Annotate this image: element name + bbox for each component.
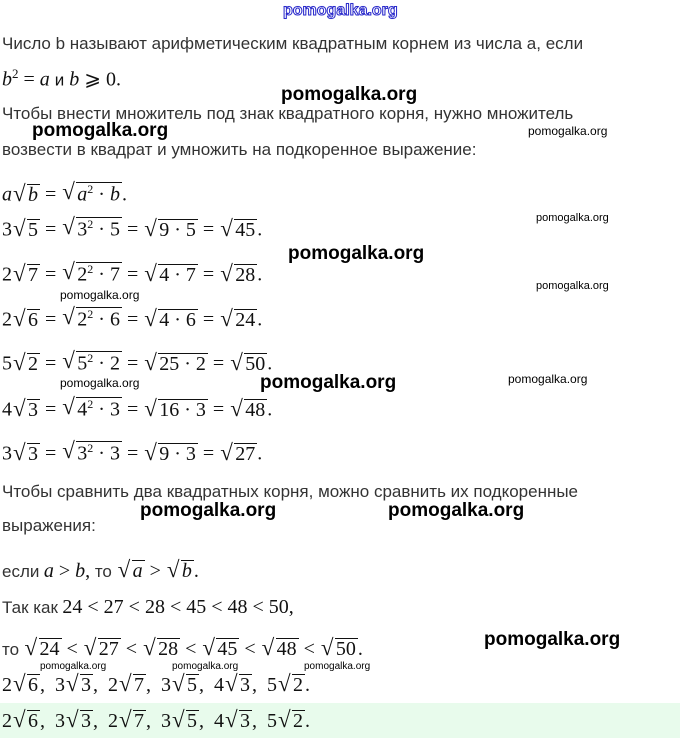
- watermark: pomogalka.org: [536, 280, 609, 292]
- watermark: pomogalka.org: [528, 124, 608, 138]
- example-6: 3√ 3 = √ $3^2 \cdot 3$ = √ 9 · 3 = √ 27 .: [2, 441, 262, 466]
- compare-then-text: то: [2, 640, 20, 659]
- answer-line: 2√ 6 , 3√ 3 , 2√ 7 , 3√ 5 , 4√ 3 , 5√ 2 .: [2, 710, 310, 733]
- watermark: pomogalka.org: [260, 372, 397, 393]
- definition-formula: $b^2 = a$ и b ⩾ 0.: [2, 66, 122, 91]
- watermark: pomogalka.org: [536, 212, 609, 224]
- compare-line-1: Чтобы сравнить два квадратных корня, можно сравнить их подкоренные: [2, 482, 579, 501]
- example-5: 4√ 3 = √ $4^2 \cdot 3$ = √ 16 · 3 = √ 48 .: [2, 397, 272, 422]
- result-line: 2√ 6 , 3√ 3 , 2√ 7 , 3√ 5 , 4√ 3 , 5√ 2 .: [2, 674, 310, 697]
- watermark: pomogalka.org: [60, 376, 140, 390]
- watermark: pomogalka.org: [508, 372, 588, 386]
- rule-line-1: Чтобы внести множитель под знак квадратного корня, нужно множитель: [2, 104, 574, 123]
- watermark: pomogalka.org: [484, 629, 621, 650]
- compare-if: если a > b, то √ a > √ b .: [2, 560, 199, 583]
- compare-then: то √ 24 < √ 27 < √ 28 < √ 45 < √ 48 < √ 50 .: [2, 638, 363, 661]
- watermark: pomogalka.org: [281, 84, 418, 105]
- example-3: 2√ 6 = √ $2^2 \cdot 6$ = √ 4 · 6 = √ 24 .: [2, 307, 262, 332]
- watermark: pomogalka.org: [304, 661, 371, 672]
- compare-if-text: если: [2, 562, 40, 581]
- definition-text-content: Число b называют арифметическим квадратным корнем из числа a, если: [2, 34, 584, 53]
- watermark-top: pomogalka.org: [283, 2, 398, 19]
- example-4: 5√ 2 = √ $5^2 \cdot 2$ = √ 25 · 2 = √ 50 .: [2, 351, 272, 376]
- compare-since-text: Так как: [2, 598, 58, 617]
- rule-line-2: возвести в квадрат и умножить на подкоренное выражение:: [2, 140, 477, 159]
- watermark: pomogalka.org: [140, 500, 277, 521]
- example-2: 2√ 7 = √ $2^2 \cdot 7$ = √ 4 · 7 = √ 28 .: [2, 262, 262, 287]
- general-formula: a√ b = √ $a^2 \cdot b$ .: [2, 182, 127, 207]
- example-1: 3√ 5 = √ $3^2 \cdot 5$ = √ 9 · 5 = √ 45 .: [2, 217, 262, 242]
- watermark: pomogalka.org: [32, 120, 169, 141]
- definition-text: [2, 34, 583, 54]
- watermark: pomogalka.org: [40, 661, 107, 672]
- watermark: pomogalka.org: [60, 288, 140, 302]
- watermark: pomogalka.org: [388, 500, 525, 521]
- compare-since-formula: 24 < 27 < 28 < 45 < 48 < 50,: [62, 596, 294, 618]
- watermark: pomogalka.org: [172, 661, 239, 672]
- compare-line-2: выражения:: [2, 516, 96, 535]
- watermark: pomogalka.org: [288, 243, 425, 264]
- compare-since: [2, 596, 294, 619]
